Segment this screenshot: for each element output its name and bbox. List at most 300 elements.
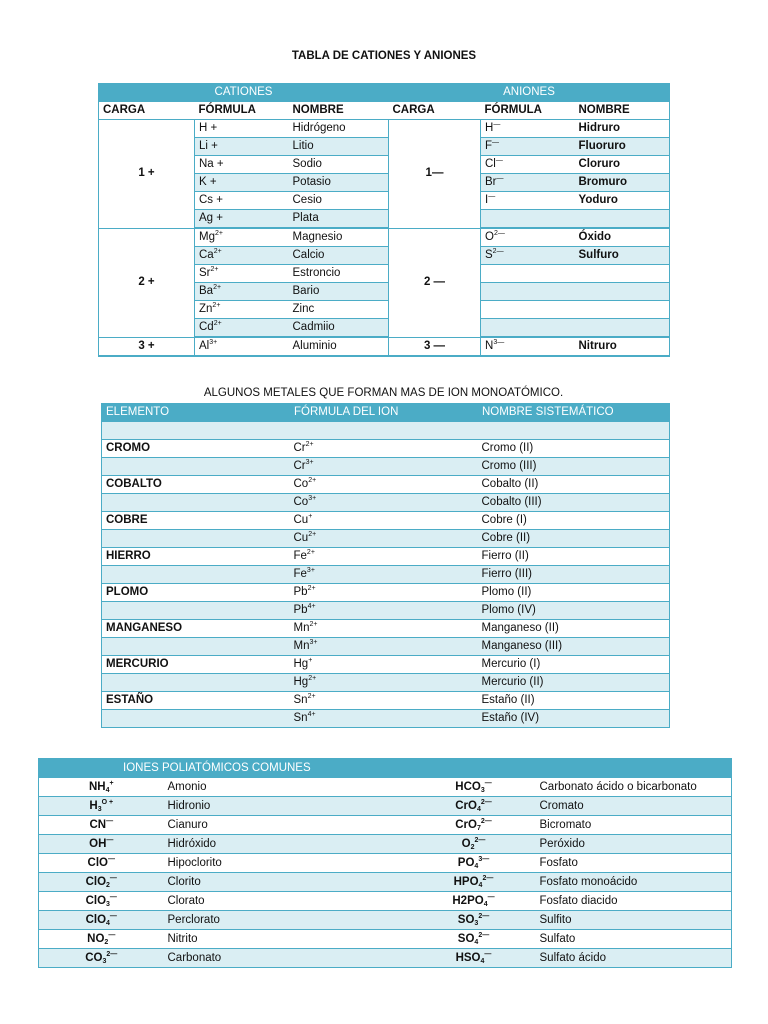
anion-formula xyxy=(481,120,575,138)
charge-superscript: 2— xyxy=(106,951,118,958)
formula-base: SO xyxy=(457,914,475,926)
anion-formula xyxy=(481,247,575,265)
element-name: MERCURIO xyxy=(102,656,290,674)
formula-base: HSO xyxy=(455,952,481,964)
charge-superscript: 2— xyxy=(493,230,505,237)
polyatomic-name: Cromato xyxy=(536,797,732,816)
charge-superscript: 3+ xyxy=(209,339,218,346)
formula-base: CrO xyxy=(455,819,477,831)
formula-base: Co xyxy=(293,478,309,490)
charge-superscript: 2+ xyxy=(212,302,221,309)
anion-formula xyxy=(481,138,575,156)
anion-name: Sulfuro xyxy=(575,247,670,265)
polyatomic-formula xyxy=(39,797,164,816)
formula-subscript: 4 xyxy=(476,806,481,813)
systematic-name: Manganeso (II) xyxy=(478,620,670,638)
polyatomic-name: Bicromato xyxy=(536,816,732,835)
cation-name: Cadmiio xyxy=(289,319,389,338)
cation-charge: 1 + xyxy=(99,120,195,229)
table-row xyxy=(99,120,670,138)
formula-base: ClO xyxy=(85,876,107,888)
polyatomic-formula xyxy=(412,873,536,892)
cation-name: Estroncio xyxy=(289,265,389,283)
polyatomic-name: Cianuro xyxy=(164,816,412,835)
charge-superscript: 2— xyxy=(482,875,494,882)
anion-formula xyxy=(481,283,575,301)
formula-base: H + xyxy=(199,122,218,134)
cation-formula xyxy=(195,301,289,319)
cation-formula xyxy=(195,247,289,265)
ion-formula xyxy=(290,530,478,548)
cation-formula xyxy=(195,228,289,247)
charge-superscript: 2+ xyxy=(307,585,316,592)
polyatomic-formula xyxy=(412,854,536,873)
polyatomic-formula xyxy=(39,911,164,930)
cation-charge: 3 + xyxy=(99,337,195,356)
formula-base: Cl xyxy=(485,158,496,170)
formula-subscript: 4 xyxy=(474,863,479,870)
formula-base: Zn xyxy=(199,303,213,315)
formula-base: Pb xyxy=(293,604,308,616)
charge-superscript: — xyxy=(109,894,117,901)
col-formula: FÓRMULA xyxy=(481,102,575,120)
anion-name xyxy=(575,283,670,301)
formula-subscript: 3 xyxy=(106,901,110,908)
anion-name: Cloruro xyxy=(575,156,670,174)
cation-name: Hidrógeno xyxy=(289,120,389,138)
table-row xyxy=(102,512,670,530)
formula-base: I xyxy=(485,194,489,206)
charge-superscript: 2+ xyxy=(308,477,317,484)
element-name: HIERRO xyxy=(102,548,290,566)
formula-base: Hg xyxy=(293,658,309,670)
table-row xyxy=(39,949,732,968)
formula-subscript: 7 xyxy=(476,825,481,832)
polyatomic-formula xyxy=(412,778,536,797)
table-row xyxy=(99,337,670,356)
formula-subscript: 2 xyxy=(470,844,475,851)
anion-name xyxy=(575,210,670,229)
element-name: COBRE xyxy=(102,512,290,530)
table-row xyxy=(102,602,670,620)
systematic-name: Estaño (II) xyxy=(478,692,670,710)
charge-superscript: 3+ xyxy=(309,639,318,646)
formula-base: F xyxy=(485,140,493,152)
anion-name xyxy=(575,319,670,338)
cation-name: Magnesio xyxy=(289,228,389,247)
polyatomic-formula xyxy=(412,911,536,930)
anion-name xyxy=(575,301,670,319)
formula-base: Co xyxy=(293,496,309,508)
charge-superscript: — xyxy=(492,139,500,146)
element-name xyxy=(102,566,290,584)
systematic-name xyxy=(478,422,670,440)
table-row xyxy=(102,530,670,548)
charge-superscript: 2— xyxy=(474,837,486,844)
polyatomic-formula xyxy=(412,892,536,911)
element-name xyxy=(102,710,290,728)
cation-formula xyxy=(195,192,289,210)
formula-base: Fe xyxy=(293,550,307,562)
charge-superscript: — xyxy=(106,818,114,825)
anion-name: Fluoruro xyxy=(575,138,670,156)
systematic-name: Cromo (III) xyxy=(478,458,670,476)
ion-formula xyxy=(290,422,478,440)
anion-name: Yoduro xyxy=(575,192,670,210)
formula-base: PO xyxy=(457,857,475,869)
formula-base: O xyxy=(485,231,494,243)
formula-subscript: 3 xyxy=(97,806,102,813)
charge-superscript: — xyxy=(484,780,492,787)
polyatomic-name: Nitrito xyxy=(164,930,412,949)
table-row xyxy=(39,911,732,930)
monoatomic-ions-table xyxy=(101,403,670,728)
polyatomic-formula xyxy=(412,835,536,854)
element-name: MANGANESO xyxy=(102,620,290,638)
formula-base: Ag + xyxy=(199,212,223,224)
formula-base: H2PO xyxy=(452,895,484,907)
ion-formula xyxy=(290,620,478,638)
charge-superscript: 4+ xyxy=(307,603,316,610)
polyatomic-name: Peróxido xyxy=(536,835,732,854)
cation-name: Zinc xyxy=(289,301,389,319)
charge-superscript: — xyxy=(488,193,496,200)
ion-formula xyxy=(290,710,478,728)
element-name xyxy=(102,602,290,620)
charge-superscript: 2+ xyxy=(308,675,317,682)
polyatomic-formula xyxy=(39,816,164,835)
col-nombre: NOMBRE xyxy=(575,102,670,120)
table-row xyxy=(102,620,670,638)
table-row xyxy=(39,854,732,873)
polyatomic-formula xyxy=(412,816,536,835)
formula-subscript: 4 xyxy=(105,787,110,794)
charge-superscript: — xyxy=(487,894,495,901)
anion-name: Hidruro xyxy=(575,120,670,138)
col-carga: CARGA xyxy=(389,102,481,120)
anion-charge: 1— xyxy=(389,120,481,229)
formula-base: HCO xyxy=(455,781,481,793)
formula-base: Hg xyxy=(293,676,309,688)
formula-base: Mn xyxy=(293,622,310,634)
polyatomic-name: Clorito xyxy=(164,873,412,892)
col-nombre-sistematico: NOMBRE SISTEMÁTICO xyxy=(478,404,670,422)
charge-superscript: — xyxy=(107,856,115,863)
table-row xyxy=(102,710,670,728)
charge-superscript: 3— xyxy=(478,856,490,863)
cation-formula xyxy=(195,138,289,156)
element-name: PLOMO xyxy=(102,584,290,602)
formula-subscript: 3 xyxy=(102,958,107,965)
anion-formula xyxy=(481,265,575,283)
polyatomic-formula xyxy=(39,873,164,892)
polyatomic-header: IONES POLIATÓMICOS COMUNES xyxy=(39,759,732,778)
anion-name: Bromuro xyxy=(575,174,670,192)
polyatomic-formula xyxy=(412,797,536,816)
formula-base: Mn xyxy=(293,640,310,652)
charge-superscript: — xyxy=(109,913,117,920)
col-formula: FÓRMULA xyxy=(195,102,289,120)
table-row xyxy=(39,835,732,854)
systematic-name: Fierro (III) xyxy=(478,566,670,584)
cation-formula xyxy=(195,210,289,229)
formula-base: Cs + xyxy=(199,194,223,206)
table-row xyxy=(102,458,670,476)
anion-charge: 2 — xyxy=(389,228,481,337)
formula-base: Cr xyxy=(293,460,306,472)
formula-base: Sr xyxy=(199,267,211,279)
element-name xyxy=(102,422,290,440)
systematic-name: Mercurio (I) xyxy=(478,656,670,674)
charge-superscript: 2+ xyxy=(214,230,223,237)
cation-formula xyxy=(195,283,289,301)
formula-base: Ba xyxy=(199,285,214,297)
charge-superscript: 2— xyxy=(478,913,490,920)
table-row xyxy=(102,476,670,494)
charge-superscript: 2+ xyxy=(309,621,318,628)
anion-name: Nitruro xyxy=(575,337,670,356)
element-name: CROMO xyxy=(102,440,290,458)
polyatomic-formula xyxy=(39,854,164,873)
table-row xyxy=(39,892,732,911)
element-name: ESTAÑO xyxy=(102,692,290,710)
formula-base: Mg xyxy=(199,231,215,243)
formula-base: NO xyxy=(87,933,105,945)
anion-formula xyxy=(481,337,575,356)
formula-base: Sn xyxy=(293,694,308,706)
polyatomic-name: Sulfato ácido xyxy=(536,949,732,968)
systematic-name: Cobre (II) xyxy=(478,530,670,548)
anion-name: Óxido xyxy=(575,228,670,247)
ion-formula xyxy=(290,458,478,476)
systematic-name: Estaño (IV) xyxy=(478,710,670,728)
cation-name: Plata xyxy=(289,210,389,229)
charge-superscript: 2+ xyxy=(306,549,315,556)
cation-charge: 2 + xyxy=(99,228,195,337)
table-row xyxy=(102,638,670,656)
table-header-row xyxy=(39,759,732,778)
cation-formula xyxy=(195,319,289,338)
cation-name: Aluminio xyxy=(289,337,389,356)
systematic-name: Mercurio (II) xyxy=(478,674,670,692)
polyatomic-formula xyxy=(39,778,164,797)
formula-base: NH xyxy=(88,781,106,793)
systematic-name: Cromo (II) xyxy=(478,440,670,458)
ion-formula xyxy=(290,512,478,530)
formula-base: CrO xyxy=(455,800,477,812)
col-elemento: ELEMENTO xyxy=(102,404,290,422)
formula-base: Cd xyxy=(199,321,214,333)
table-row xyxy=(102,440,670,458)
formula-subscript: 4 xyxy=(483,901,488,908)
systematic-name: Cobre (I) xyxy=(478,512,670,530)
formula-base: Ca xyxy=(199,249,214,261)
anion-formula xyxy=(481,228,575,247)
cation-formula xyxy=(195,337,289,356)
formula-base: S xyxy=(485,249,493,261)
formula-base: CN xyxy=(89,819,107,831)
cation-name: Bario xyxy=(289,283,389,301)
formula-base: Cu xyxy=(293,532,309,544)
cation-name: Litio xyxy=(289,138,389,156)
charge-superscript: 2+ xyxy=(213,284,222,291)
formula-base: H xyxy=(89,800,98,812)
ion-formula xyxy=(290,638,478,656)
ion-formula xyxy=(290,602,478,620)
charge-superscript: 2— xyxy=(480,818,492,825)
cation-formula xyxy=(195,265,289,283)
formula-subscript: 3 xyxy=(480,787,485,794)
charge-superscript: 2+ xyxy=(213,248,222,255)
charge-superscript: 3+ xyxy=(305,459,314,466)
polyatomic-formula xyxy=(39,835,164,854)
formula-subscript: 3 xyxy=(474,920,479,927)
polyatomic-formula xyxy=(39,892,164,911)
systematic-name: Manganeso (III) xyxy=(478,638,670,656)
formula-base: Br xyxy=(485,176,497,188)
cation-name: Cesio xyxy=(289,192,389,210)
element-name xyxy=(102,674,290,692)
formula-base: ClO xyxy=(87,857,108,869)
ion-formula xyxy=(290,566,478,584)
polyatomic-name: Fosfato xyxy=(536,854,732,873)
formula-base: ClO xyxy=(85,895,107,907)
polyatomic-name: Sulfito xyxy=(536,911,732,930)
formula-base: N xyxy=(485,340,494,352)
systematic-name: Plomo (IV) xyxy=(478,602,670,620)
formula-subscript: 2 xyxy=(104,939,109,946)
charge-superscript: — xyxy=(495,157,503,164)
polyatomic-name: Sulfato xyxy=(536,930,732,949)
charge-superscript: 3— xyxy=(493,339,505,346)
ion-formula xyxy=(290,674,478,692)
polyatomic-ions-table xyxy=(38,758,732,968)
cations-anions-table xyxy=(98,83,670,357)
formula-base: O xyxy=(461,838,471,850)
ion-formula xyxy=(290,548,478,566)
charge-superscript: 2— xyxy=(480,799,492,806)
cation-formula xyxy=(195,174,289,192)
charge-superscript: — xyxy=(106,837,114,844)
table-row xyxy=(39,930,732,949)
formula-base: ClO xyxy=(85,914,107,926)
element-name xyxy=(102,530,290,548)
formula-base: Li + xyxy=(199,140,218,152)
charge-superscript: + xyxy=(308,657,313,664)
charge-superscript: 2+ xyxy=(305,441,314,448)
ion-formula xyxy=(290,476,478,494)
ion-formula xyxy=(290,440,478,458)
formula-base: K + xyxy=(199,176,217,188)
polyatomic-name: Carbonato xyxy=(164,949,412,968)
formula-base: Pb xyxy=(293,586,308,598)
table-row xyxy=(102,674,670,692)
element-name xyxy=(102,494,290,512)
charge-superscript: — xyxy=(108,932,116,939)
cation-name: Potasio xyxy=(289,174,389,192)
anion-formula xyxy=(481,319,575,338)
polyatomic-name: Perclorato xyxy=(164,911,412,930)
ion-formula xyxy=(290,584,478,602)
formula-base: CO xyxy=(85,952,103,964)
anion-formula xyxy=(481,174,575,192)
polyatomic-formula xyxy=(39,949,164,968)
charge-superscript: 2— xyxy=(478,932,490,939)
polyatomic-name: Hidronio xyxy=(164,797,412,816)
systematic-name: Cobalto (III) xyxy=(478,494,670,512)
column-header-row xyxy=(99,102,670,120)
element-name xyxy=(102,458,290,476)
table-row xyxy=(102,692,670,710)
table-row xyxy=(39,816,732,835)
table-row xyxy=(102,566,670,584)
table-row xyxy=(102,494,670,512)
charge-superscript: 3+ xyxy=(308,495,317,502)
systematic-name: Cobalto (II) xyxy=(478,476,670,494)
systematic-name: Plomo (II) xyxy=(478,584,670,602)
charge-superscript: + xyxy=(308,513,313,520)
cation-name: Calcio xyxy=(289,247,389,265)
page-title: TABLA DE CATIONES Y ANIONES xyxy=(291,50,477,62)
formula-subscript: 4 xyxy=(106,920,110,927)
table-header-row xyxy=(102,404,670,422)
table-row xyxy=(102,656,670,674)
cation-name: Sodio xyxy=(289,156,389,174)
formula-base: Sn xyxy=(293,712,308,724)
col-nombre: NOMBRE xyxy=(289,102,389,120)
formula-subscript: 4 xyxy=(478,882,483,889)
table-row xyxy=(102,422,670,440)
formula-subscript: 4 xyxy=(480,958,485,965)
col-carga: CARGA xyxy=(99,102,195,120)
formula-base: SO xyxy=(457,933,475,945)
formula-subscript: 2 xyxy=(106,882,110,889)
charge-superscript: O + xyxy=(101,799,114,806)
table-row xyxy=(39,778,732,797)
table-row xyxy=(39,873,732,892)
polyatomic-formula xyxy=(412,949,536,968)
formula-base: H xyxy=(485,122,494,134)
charge-superscript: — xyxy=(109,875,117,882)
charge-superscript: 2+ xyxy=(210,266,219,273)
polyatomic-name: Carbonato ácido o bicarbonato xyxy=(536,778,732,797)
table-row xyxy=(102,584,670,602)
systematic-name: Fierro (II) xyxy=(478,548,670,566)
polyatomic-name: Fosfato diacido xyxy=(536,892,732,911)
cationes-header: CATIONES xyxy=(99,84,389,102)
table-row xyxy=(99,228,670,247)
formula-base: OH xyxy=(89,838,107,850)
anion-name xyxy=(575,265,670,283)
cation-formula xyxy=(195,156,289,174)
charge-superscript: — xyxy=(484,951,492,958)
table-header-row xyxy=(99,84,670,102)
charge-superscript: 2+ xyxy=(307,693,316,700)
table-row xyxy=(102,548,670,566)
element-name xyxy=(102,638,290,656)
charge-superscript: 2+ xyxy=(308,531,317,538)
anion-charge: 3 — xyxy=(389,337,481,356)
anion-formula xyxy=(481,192,575,210)
metals-table-title: ALGUNOS METALES QUE FORMAN MAS DE ION MONOATÓMICO. xyxy=(203,387,564,399)
ion-formula xyxy=(290,656,478,674)
polyatomic-name: Fosfato monoácido xyxy=(536,873,732,892)
polyatomic-name: Clorato xyxy=(164,892,412,911)
table-row xyxy=(39,797,732,816)
cation-formula xyxy=(195,120,289,138)
anion-formula xyxy=(481,301,575,319)
polyatomic-name: Hidróxido xyxy=(164,835,412,854)
